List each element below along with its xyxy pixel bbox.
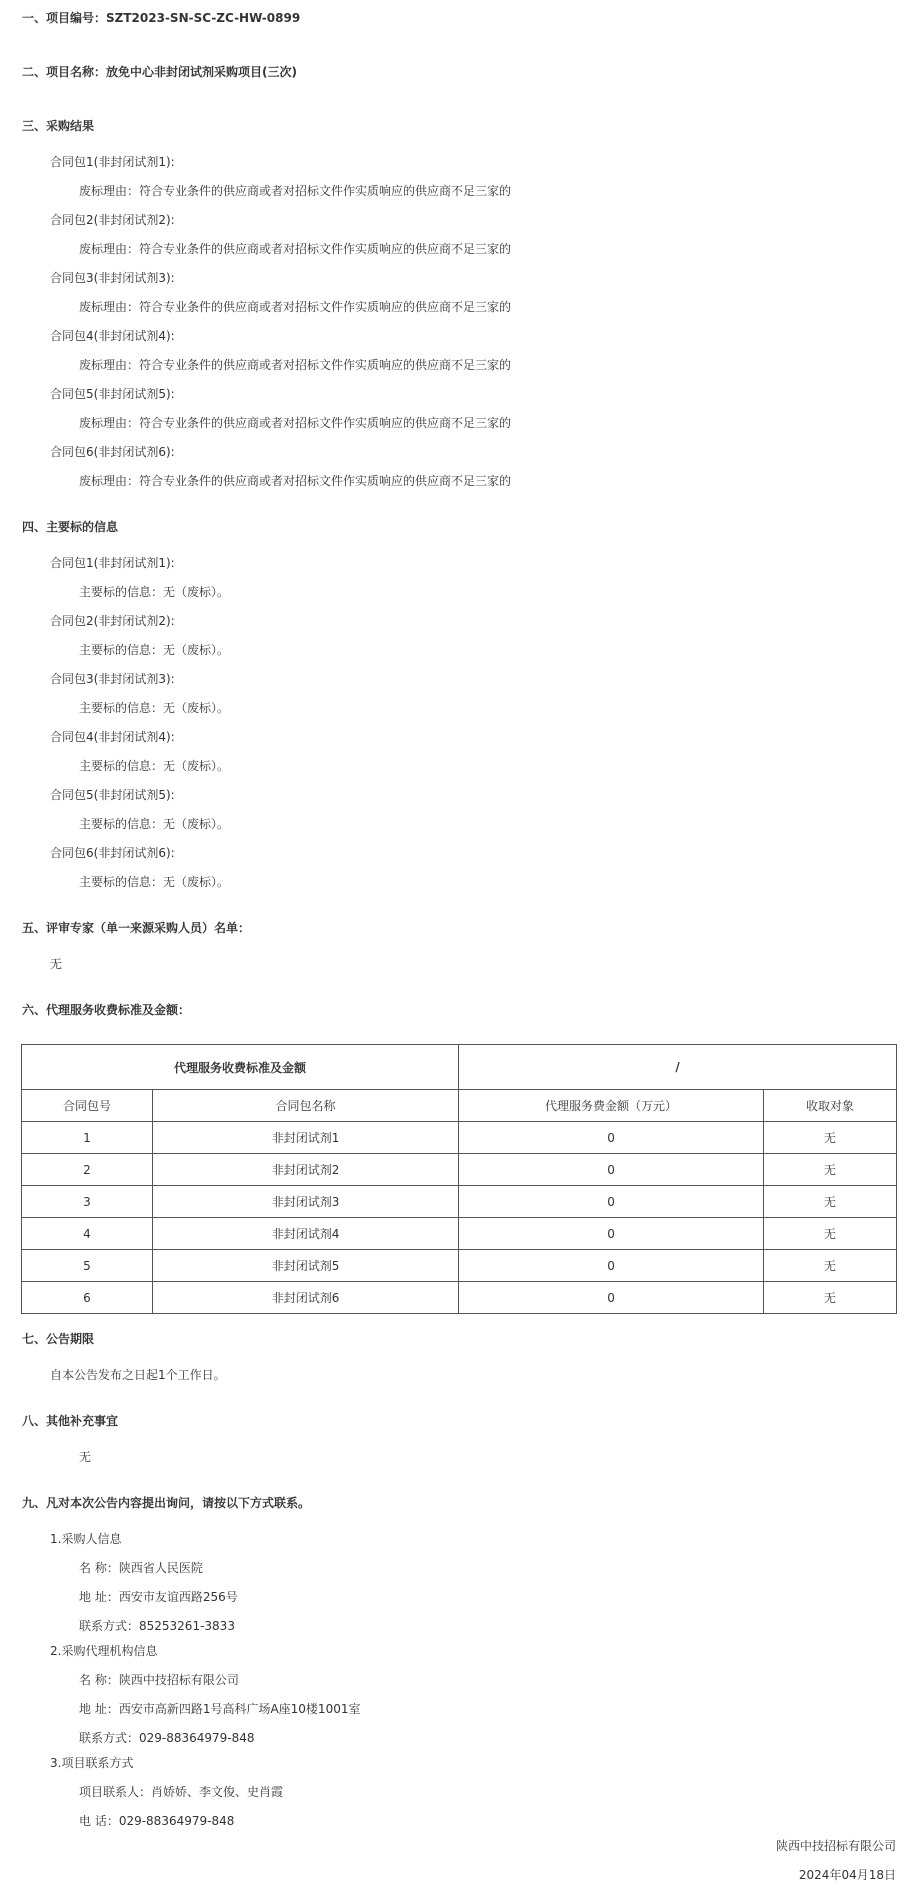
fee-standard-value: /	[459, 1045, 897, 1090]
result-reason: 废标理由：符合专业条件的供应商或者对招标文件作实质响应的供应商不足三家的	[79, 474, 512, 488]
table-cell: 无	[764, 1250, 897, 1282]
table-cell: 3	[22, 1186, 153, 1218]
result-package: 合同包1(非封闭试剂1):	[50, 155, 175, 169]
table-cell: 2	[22, 1154, 153, 1186]
agency-name: 名 称：陕西中技招标有限公司	[79, 1673, 239, 1687]
other-matters-value: 无	[79, 1450, 92, 1464]
section-9-title: 九、凡对本次公告内容提出询问，请按以下方式联系。	[22, 1496, 311, 1510]
table-cell: 无	[764, 1282, 897, 1314]
result-reason: 废标理由：符合专业条件的供应商或者对招标文件作实质响应的供应商不足三家的	[79, 358, 512, 372]
table-cell: 5	[22, 1250, 153, 1282]
purchaser-heading: 1.采购人信息	[50, 1532, 122, 1546]
result-reason: 废标理由：符合专业条件的供应商或者对招标文件作实质响应的供应商不足三家的	[79, 416, 512, 430]
table-top-row	[22, 1045, 897, 1090]
table-row	[22, 1282, 897, 1314]
table-cell: 非封闭试剂2	[153, 1154, 459, 1186]
column-header: 代理服务费金额（万元）	[459, 1090, 764, 1122]
table-cell: 4	[22, 1218, 153, 1250]
result-package: 合同包3(非封闭试剂3):	[50, 271, 175, 285]
info-package: 合同包5(非封闭试剂5):	[50, 788, 175, 802]
purchaser-name: 名 称：陕西省人民医院	[79, 1561, 203, 1575]
purchaser-phone: 联系方式：85253261-3833	[79, 1619, 235, 1633]
info-package: 合同包2(非封闭试剂2):	[50, 614, 175, 628]
info-package: 合同包6(非封闭试剂6):	[50, 846, 175, 860]
result-package: 合同包4(非封闭试剂4):	[50, 329, 175, 343]
table-cell: 无	[764, 1186, 897, 1218]
table-row	[22, 1122, 897, 1154]
section-5-title: 五、评审专家（单一来源采购人员）名单：	[22, 921, 251, 935]
table-cell: 非封闭试剂1	[153, 1122, 459, 1154]
table-cell: 6	[22, 1282, 153, 1314]
project-number-value: SZT2023-SN-SC-ZC-HW-0899	[106, 11, 301, 25]
agency-phone: 联系方式：029-88364979-848	[79, 1731, 255, 1745]
purchaser-address: 地 址：西安市友谊西路256号	[79, 1590, 238, 1604]
table-cell: 0	[459, 1218, 764, 1250]
result-reason: 废标理由：符合专业条件的供应商或者对招标文件作实质响应的供应商不足三家的	[79, 184, 512, 198]
table-row	[22, 1218, 897, 1250]
result-package: 合同包6(非封闭试剂6):	[50, 445, 175, 459]
result-reason: 废标理由：符合专业条件的供应商或者对招标文件作实质响应的供应商不足三家的	[79, 242, 512, 256]
project-name-line	[22, 64, 297, 80]
column-header: 收取对象	[764, 1090, 897, 1122]
project-phone: 电 话：029-88364979-848	[79, 1814, 235, 1828]
section-4-title: 四、主要标的信息	[22, 520, 119, 534]
project-contacts: 项目联系人：肖娇娇、李文俊、史肖霞	[79, 1785, 284, 1799]
table-cell: 非封闭试剂4	[153, 1218, 459, 1250]
section-7-title: 七、公告期限	[22, 1332, 95, 1346]
project-name-value: 放免中心非封闭试剂采购项目(三次)	[106, 65, 297, 79]
info-text: 主要标的信息：无（废标）。	[79, 759, 230, 773]
result-reason: 废标理由：符合专业条件的供应商或者对招标文件作实质响应的供应商不足三家的	[79, 300, 512, 314]
section-3-title: 三、采购结果	[22, 119, 95, 133]
project-number-line	[22, 10, 300, 26]
table-cell: 0	[459, 1154, 764, 1186]
project-number-label: 一、项目编号：	[22, 11, 107, 25]
table-cell: 非封闭试剂5	[153, 1250, 459, 1282]
section-8-title: 八、其他补充事宜	[22, 1414, 119, 1428]
table-cell: 非封闭试剂6	[153, 1282, 459, 1314]
info-text: 主要标的信息：无（废标）。	[79, 643, 230, 657]
table-cell: 无	[764, 1218, 897, 1250]
table-header-row	[22, 1090, 897, 1122]
info-text: 主要标的信息：无（废标）。	[79, 817, 230, 831]
agency-address: 地 址：西安市高新四路1号高科广场A座10楼1001室	[79, 1702, 361, 1716]
table-cell: 0	[459, 1282, 764, 1314]
info-package: 合同包1(非封闭试剂1):	[50, 556, 175, 570]
project-name-label: 二、项目名称：	[22, 65, 107, 79]
section-6-title: 六、代理服务收费标准及金额：	[22, 1003, 191, 1017]
table-cell: 非封闭试剂3	[153, 1186, 459, 1218]
table-cell: 无	[764, 1154, 897, 1186]
table-cell: 无	[764, 1122, 897, 1154]
table-cell: 1	[22, 1122, 153, 1154]
signature-org: 陕西中技招标有限公司	[775, 1839, 896, 1853]
notice-period-value: 自本公告发布之日起1个工作日。	[50, 1368, 226, 1382]
column-header: 合同包名称	[153, 1090, 459, 1122]
column-header: 合同包号	[22, 1090, 153, 1122]
result-package: 合同包5(非封闭试剂5):	[50, 387, 175, 401]
result-package: 合同包2(非封闭试剂2):	[50, 213, 175, 227]
project-contact-heading: 3.项目联系方式	[50, 1756, 134, 1770]
experts-value: 无	[50, 957, 63, 971]
info-text: 主要标的信息：无（废标）。	[79, 875, 230, 889]
info-text: 主要标的信息：无（废标）。	[79, 701, 230, 715]
table-row	[22, 1250, 897, 1282]
table-cell: 0	[459, 1250, 764, 1282]
table-cell: 0	[459, 1186, 764, 1218]
info-package: 合同包3(非封闭试剂3):	[50, 672, 175, 686]
fee-standard-label: 代理服务收费标准及金额	[22, 1045, 459, 1090]
info-package: 合同包4(非封闭试剂4):	[50, 730, 175, 744]
table-cell: 0	[459, 1122, 764, 1154]
table-row	[22, 1186, 897, 1218]
agency-fee-table	[21, 1044, 897, 1314]
info-text: 主要标的信息：无（废标）。	[79, 585, 230, 599]
agency-heading: 2.采购代理机构信息	[50, 1644, 158, 1658]
table-row	[22, 1154, 897, 1186]
signature-date: 2024年04月18日	[798, 1868, 896, 1882]
